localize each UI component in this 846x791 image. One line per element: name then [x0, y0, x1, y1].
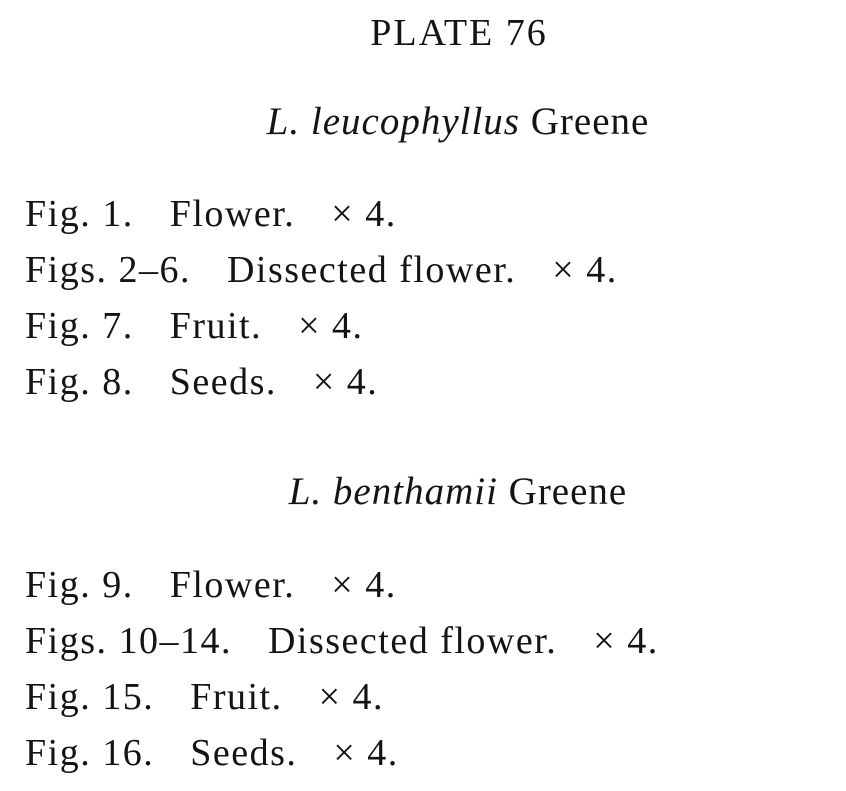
figure-ref: Figs. 10–14.: [25, 620, 232, 662]
figure-description: Dissected flower.: [226, 249, 517, 291]
species-authority: Greene: [508, 470, 628, 513]
magnification: × 4.: [552, 249, 618, 291]
figure-ref: Figs. 2–6.: [25, 249, 191, 291]
figure-list-benthamii: [25, 557, 659, 781]
species-heading-leucophyllus: [0, 97, 846, 147]
figure-ref: Fig. 1.: [25, 193, 134, 235]
figure-entry: [25, 354, 618, 410]
plate-title: PLATE 76: [370, 12, 548, 54]
figure-description: Flower.: [169, 564, 296, 606]
species-name: L. leucophyllus: [266, 100, 520, 143]
figure-entry: [25, 725, 659, 781]
figure-entry: [25, 557, 659, 613]
magnification: × 4.: [298, 305, 364, 347]
figure-entry: [25, 669, 659, 725]
figure-list-leucophyllus: [25, 186, 618, 410]
magnification: × 4.: [331, 193, 397, 235]
magnification: × 4.: [593, 620, 659, 662]
figure-ref: Fig. 8.: [25, 361, 134, 403]
species-heading-benthamii: [0, 467, 846, 517]
magnification: × 4.: [331, 564, 397, 606]
figure-description: Flower.: [169, 193, 296, 235]
figure-ref: Fig. 16.: [25, 732, 155, 774]
figure-entry: [25, 298, 618, 354]
figure-entry: [25, 242, 618, 298]
figure-description: Seeds.: [190, 732, 298, 774]
figure-description: Dissected flower.: [267, 620, 558, 662]
figure-ref: Fig. 9.: [25, 564, 134, 606]
figure-entry: [25, 186, 618, 242]
figure-description: Seeds.: [169, 361, 277, 403]
species-name: L. benthamii: [288, 470, 498, 513]
figure-ref: Fig. 15.: [25, 676, 155, 718]
figure-entry: [25, 613, 659, 669]
figure-ref: Fig. 7.: [25, 305, 134, 347]
magnification: × 4.: [312, 361, 379, 403]
figure-description: Fruit.: [169, 305, 263, 347]
species-authority: Greene: [530, 100, 650, 143]
figure-description: Fruit.: [190, 676, 283, 718]
magnification: × 4.: [333, 732, 399, 774]
magnification: × 4.: [318, 676, 385, 718]
